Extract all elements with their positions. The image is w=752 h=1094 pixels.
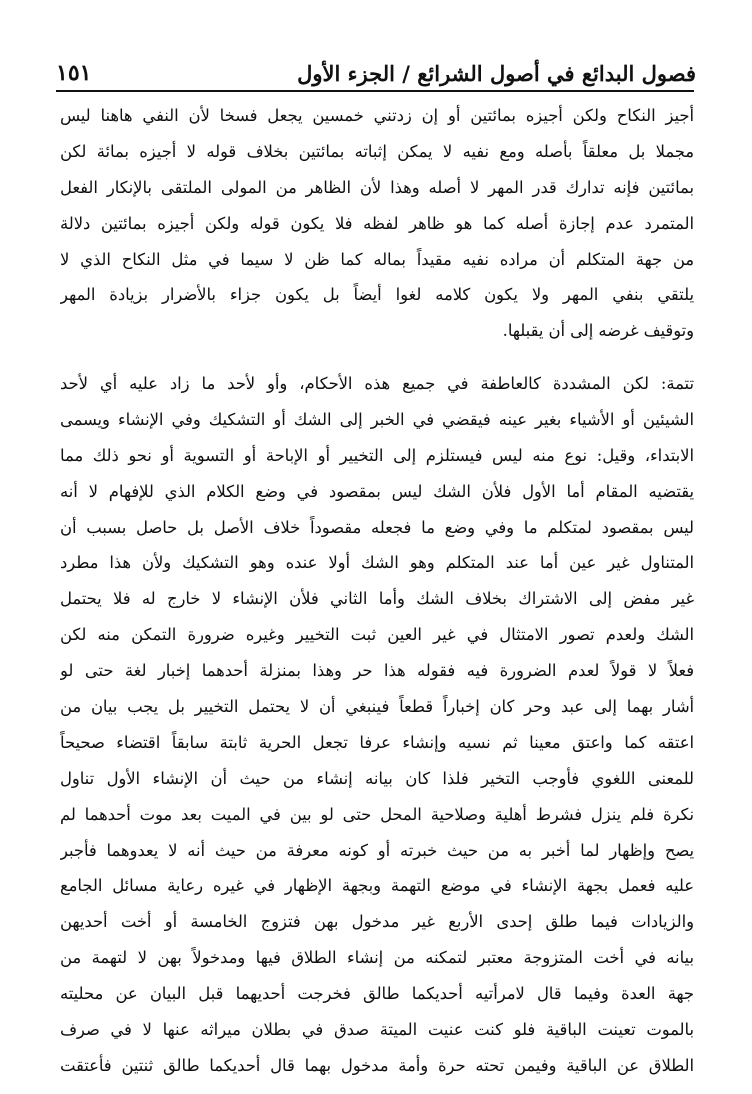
text-line: الشيئين أو الأشياء بغير عينه فيقضي في الخبر إلى الشك أو التشكيك وفي الإنشاء ويسمى: [60, 409, 694, 429]
text-line: يصح وإظهار لما أخبر به من حيث خبرته أو كونه معرفة من حيث أنه لا يعدوهما فأجبر: [60, 840, 694, 860]
text-line: بمائتين فإنه تدارك قدر المهر لا أصله وهذا لأن الظاهر من المولى الملتقى بالإنكار الفعل: [60, 177, 694, 197]
text-line: نكرة فلم ينزل فشرط أهلية وصلاحية المحل حتى لو بين في الميت بعد موت أحدهما لم: [60, 804, 694, 824]
text-line: أجيز النكاح ولكن أجيزه بمائتين أو إن زدتني خمسين يجعل فسخا لأن النفي هاهنا ليس: [60, 106, 694, 125]
text-line: للمعنى اللغوي فأوجب التخير فلذا كان بيانه إنشاء من حيث أن الإنشاء الأول تناول: [60, 768, 694, 788]
paragraph-tatimma: [60, 366, 694, 1084]
text-line: أشار بهما إلى عبد وحر كان إخباراً قطعاً فينبغي أن لا يحتمل التخيير بل يجب بيان من: [60, 697, 694, 717]
text-line: اعتقه كما واعتق معينا ثم نسيه وإنشاء عرفا تجعل الحرية ثابتة سابقاً اقتضاء صحيحاً: [60, 732, 694, 752]
text-line: تتمة: لكن المشددة كالعاطفة في جميع هذه الأحكام، وأو لأحد ما زاد عليه أي لأحد: [60, 374, 694, 393]
page-header: [56, 44, 696, 86]
text-line: مجملا بل معلقاً بأصله ومع نفيه لا يمكن إثباته بمائتين بخلاف قوله لا أجيزه بمائة لكن: [60, 141, 694, 161]
text-line: ليس بمقصود لمتكلم ما وفي وضع ما فجعله مقصوداً خلاف الأصل بل حاصل بسبب أن: [60, 517, 694, 537]
text-line: عليه فعمل بجهة الإنشاء في موضع التهمة وبجهة الإظهار في غيره رعاية مسائل الجامع: [60, 876, 694, 896]
running-title: فصول البدائع في أصول الشرائع / الجزء الأول: [297, 61, 696, 86]
text-line: بيانه في أخت المتزوجة معتبر لتمكنه من إنشاء الطلاق فيها ومدخولاً بهن لا لتهمة من: [60, 948, 694, 968]
page-number: ١٥١: [56, 60, 92, 86]
text-line: غير مفض إلى الاشتراك بخلاف الشك وأما الثاني فلأن الإنشاء لا خارج له فلا يحتمل: [60, 589, 694, 609]
text-line: فعلاً لا قولاً لعدم الضرورة فيه فقوله هذا حر وهذا بمنزلة أحدهما إخبار لغة حتى لو: [60, 661, 694, 681]
text-line: والزيادات فيما طلق إحدى الأربع غير مدخول بهن فتزوج الخامسة أو أخت أحديهن: [60, 912, 694, 932]
text-line: بالموت تعينت الباقية فلو كنت عنيت الميتة صدق في بطلان ميراثه عنها لا في صرف: [60, 1020, 694, 1040]
paragraph: [60, 98, 694, 349]
text-line: وتوقيف غرضه إلى أن يقبلها.: [502, 321, 694, 341]
text-line: يقتضيه المقام أما الأول فلأن الشك ليس بمقصود في وضع الكلام الذي للإفهام لا أنه: [60, 481, 694, 501]
text-line: المتناول غير عين أما عند المتكلم وهو الشك أولا عنده وهو التشكيك ولأن هذا مطرد: [60, 553, 694, 573]
text-line: الشك ولعدم تصور الامتثال في غير العين ثبت التخيير وغيره ضرورة التمكن منه لكن: [60, 625, 694, 645]
text-line: من جهة المتكلم أن مراده نفيه مقيداً بماله كما ظن لا سيما في مثل النكاح الذي لا: [60, 249, 694, 269]
text-line: جهة العدة وفيما قال لامرأتيه أحديكما طالق فخرجت أحديهما قبل البيان عن محليته: [60, 984, 694, 1004]
text-line: الطلاق عن الباقية وفيمن تحته حرة وأمة مدخول بهما قال أحديكما طالق ثنتين فأعتقت: [60, 1055, 694, 1075]
text-line: يلتقي بنفي المهر ولا يكون كلامه لغوا أيضاً بل يكون جزاء بالأضرار بزيادة المهر: [60, 285, 694, 305]
header-rule: [56, 90, 694, 92]
text-line: الابتداء، وقيل: نوع منه ليس فيستلزم إلى التخيير أو الإباحة أو التسوية أو نحو ذلك مما: [60, 445, 694, 465]
text-line: المتمرد عدم إجازة أصله كما هو ظاهر لفظه فلا يكون قوله ولكن أجيزه بمائتين دلالة: [60, 213, 694, 233]
